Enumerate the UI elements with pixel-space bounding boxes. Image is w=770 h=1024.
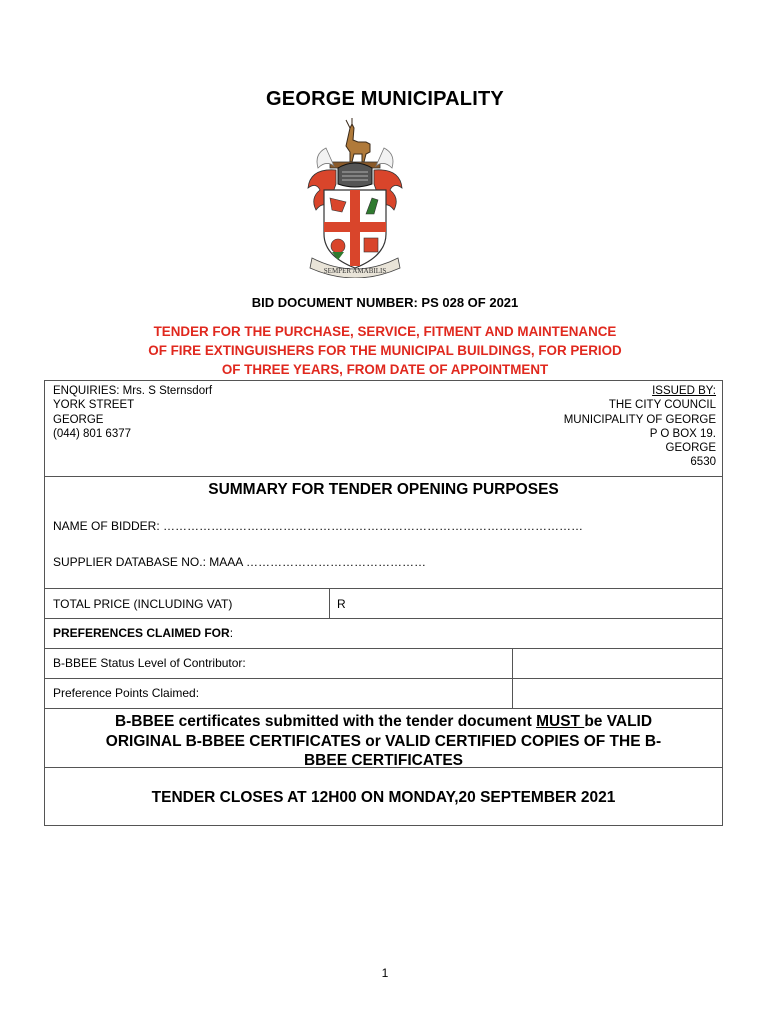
preferences-claimed-label (53, 626, 233, 640)
bbbee-level-label: B-BBEE Status Level of Contributor: (53, 656, 246, 670)
issued-by-postcode: 6530 (690, 456, 716, 469)
enquiries-street: YORK STREET (53, 399, 135, 412)
tender-line-3: OF THREE YEARS, FROM DATE OF APPOINTMENT (221, 362, 549, 377)
bid-document-number: BID DOCUMENT NUMBER: PS 028 OF 2021 (251, 295, 519, 310)
cert-must: MUST (536, 713, 585, 730)
preferences-colon: : (229, 626, 234, 640)
cert-text-a: B-BBEE certificates submitted with the tender document (114, 713, 537, 730)
issued-by-block (564, 384, 716, 470)
issued-by-label: ISSUED BY: (652, 385, 716, 397)
divider (45, 767, 722, 768)
antelope-crest (346, 118, 370, 162)
divider (45, 588, 722, 589)
tender-description (60, 322, 710, 379)
divider (45, 618, 722, 619)
preference-points-field[interactable] (513, 679, 722, 708)
contact-section (45, 381, 722, 477)
divider (329, 589, 330, 619)
total-price-field[interactable]: R (337, 597, 346, 611)
total-price-label: TOTAL PRICE (INCLUDING VAT) (53, 597, 233, 611)
bbbee-certificate-notice (45, 712, 722, 771)
divider (45, 708, 722, 709)
issued-by-pobox: P O BOX 19. (649, 427, 716, 440)
issued-by-council: THE CITY COUNCIL (608, 399, 716, 412)
enquiries-block (53, 384, 212, 441)
bbbee-level-field[interactable] (513, 649, 722, 678)
enquiries-town: GEORGE (53, 413, 104, 426)
supplier-database-field[interactable]: SUPPLIER DATABASE NO.: MAAA ……………………………………… (53, 555, 426, 569)
cert-line-3: BBEE CERTIFICATES (303, 752, 464, 769)
shield (324, 190, 386, 268)
tender-summary-form (44, 380, 723, 826)
enquiries-contact: ENQUIRIES: Mrs. S Sternsdorf (53, 385, 213, 397)
cert-text-b: be VALID (584, 713, 653, 730)
page-number: 1 (381, 966, 389, 980)
george-coat-of-arms (296, 118, 414, 278)
tender-closing-notice: TENDER CLOSES AT 12H00 ON MONDAY,20 SEPTEMBER 2021 (151, 789, 616, 806)
page-title: GEORGE MUNICIPALITY (266, 88, 504, 110)
summary-title: SUMMARY FOR TENDER OPENING PURPOSES (208, 481, 559, 498)
helmet (338, 163, 372, 187)
preference-points-label: Preference Points Claimed: (53, 686, 200, 700)
tender-line-1: TENDER FOR THE PURCHASE, SERVICE, FITMENT AND MAINTENANCE (153, 324, 617, 339)
issued-by-municipality: MUNICIPALITY OF GEORGE (563, 413, 716, 426)
cert-line-1 (45, 712, 722, 732)
preferences-claimed-heading: PREFERENCES CLAIMED FOR (53, 626, 230, 640)
tender-line-2: OF FIRE EXTINGUISHERS FOR THE MUNICIPAL BUILDINGS, FOR PERIOD (148, 343, 622, 358)
cert-line-2: ORIGINAL B-BBEE CERTIFICATES or VALID CERTIFIED COPIES OF THE B- (105, 732, 662, 750)
enquiries-phone: (044) 801 6377 (53, 427, 132, 440)
motto-text: SEMPER AMABILIS (323, 267, 387, 275)
name-of-bidder-field[interactable]: NAME OF BIDDER: …………………………………………………………………………………………… (53, 519, 584, 533)
issued-by-town: GEORGE (665, 442, 716, 455)
